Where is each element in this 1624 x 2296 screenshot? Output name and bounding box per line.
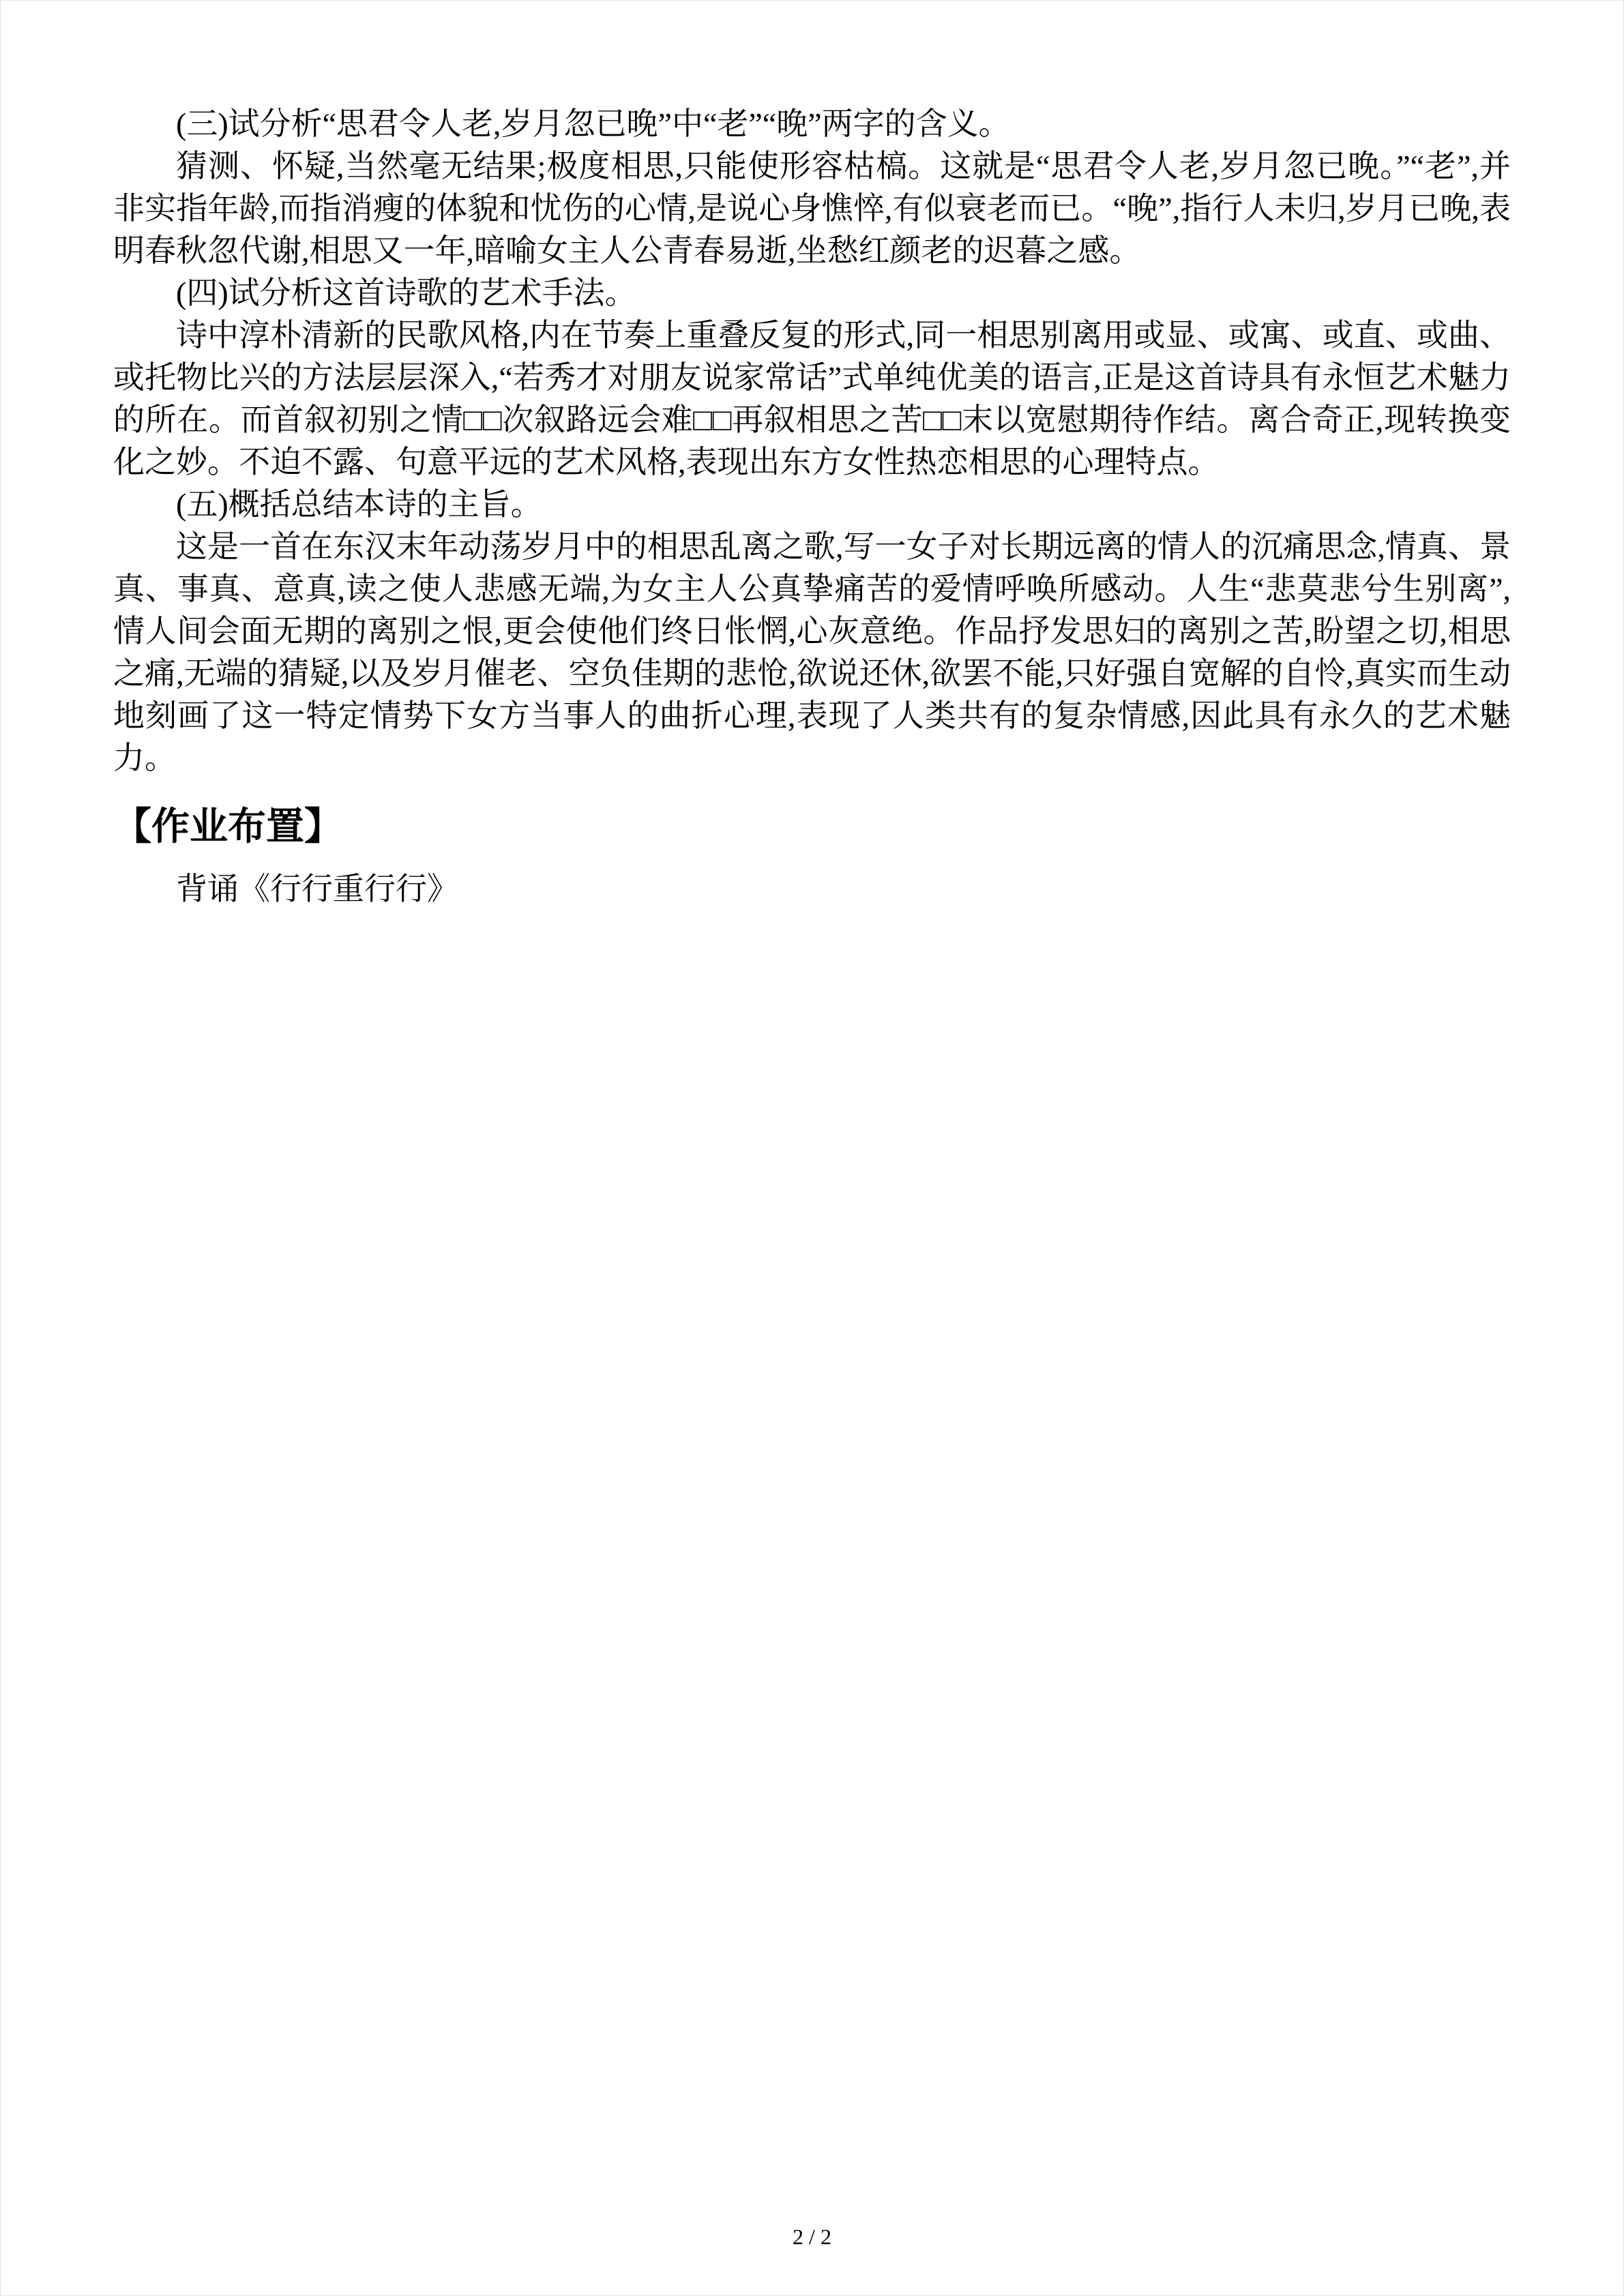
page-number: 2 / 2 (793, 2224, 831, 2249)
question-five: (五)概括总结本诗的主旨。 (176, 487, 542, 522)
answer-four-paragraph: 诗中淳朴清新的民歌风格,内在节奏上重叠反复的形式,同一相思别离用或显、或寓、或直、或曲、或托物比兴的方法层层深入,“若秀才对朋友说家常话”式单纯优美的语言,正是这首诗具有永恒艺术魅力的所在。而首叙初别之情□□次叙路远会难□□再叙相思之苦□□末以宽慰期待作结。离合奇正,现转换变化之妙。不迫不露、句意平远的艺术风格,表现出东方女性热恋相思的心理特点。 (113, 318, 1511, 479)
document-body (113, 103, 1511, 910)
question-four: (四)试分析这首诗歌的艺术手法。 (176, 275, 636, 310)
answer-three-paragraph: 猜测、怀疑,当然毫无结果;极度相思,只能使形容枯槁。这就是“思君令人老,岁月忽已晚。”“老”,并非实指年龄,而指消瘦的体貌和忧伤的心情,是说心身憔悴,有似衰老而已。“晚”,指行人未归,岁月已晚,表明春秋忽代谢,相思又一年,暗喻女主人公青春易逝,坐愁红颜老的迟暮之感。 (113, 149, 1511, 268)
homework-task: 背诵《行行重行行》 (176, 871, 458, 906)
homework-section-heading: 【作业布置】 (113, 805, 342, 848)
question-three: (三)试分析“思君令人老,岁月忽已晚”中“老”“晚”两字的含义。 (176, 106, 1010, 141)
answer-five-paragraph: 这是一首在东汉末年动荡岁月中的相思乱离之歌,写一女子对长期远离的情人的沉痛思念,情真、景真、事真、意真,读之使人悲感无端,为女主人公真挚痛苦的爱情呼唤所感动。人生“悲莫悲兮生别离”,情人间会面无期的离别之恨,更会使他们终日怅惘,心灰意绝。作品抒发思妇的离别之苦,盼望之切,相思之痛,无端的猜疑,以及岁月催老、空负佳期的悲怆,欲说还休,欲罢不能,只好强自宽解的自怜,真实而生动地刻画了这一特定情势下女方当事人的曲折心理,表现了人类共有的复杂情感,因此具有永久的艺术魅力。 (113, 529, 1511, 775)
